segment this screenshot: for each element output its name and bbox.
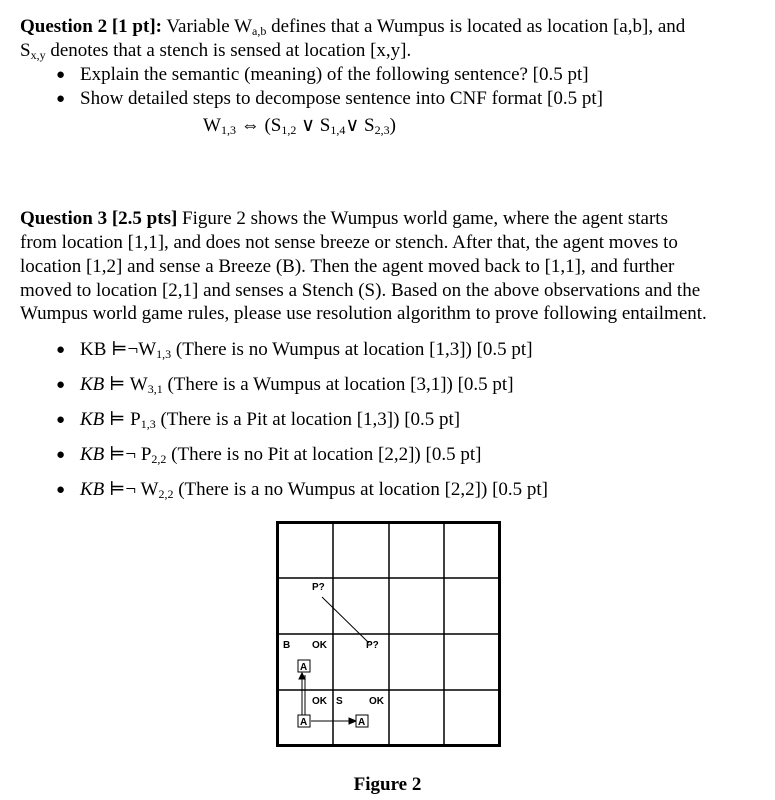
figure-caption: Figure 2 xyxy=(353,774,422,795)
wumpus-grid-figure xyxy=(276,521,501,747)
q2-bullet-1: Explain the semantic (meaning) of the following sentence? [0.5 pt] xyxy=(80,64,589,85)
stench-label: S xyxy=(336,696,343,707)
q3-text: Figure 2 shows the Wumpus world game, where the agent starts xyxy=(177,208,668,229)
q3-line-5: Wumpus world game rules, please use resolution algorithm to prove following entailment. xyxy=(20,303,707,324)
bullet-icon: ● xyxy=(56,91,66,107)
q2-line-1 xyxy=(20,15,685,38)
bullet-icon: ● xyxy=(56,342,66,358)
bullet-icon: ● xyxy=(56,447,66,463)
q3-line-2: from location [1,1], and does not sense breeze or stench. After that, the agent moves to xyxy=(20,232,678,253)
agent-label-3: A xyxy=(358,717,366,728)
q3-item-2: KB ⊨ $W_{3,1}$ (There is a Wumpus at location [3,1]) [0.5 pt] xyxy=(80,374,514,396)
q2-heading: Question 2 [1 pt]: xyxy=(20,16,162,37)
ok-label-2: OK xyxy=(312,696,327,707)
q3-line-4: moved to location [2,1] and senses a Stench (S). Based on the above observations and the xyxy=(20,280,701,301)
bullet-icon: ● xyxy=(56,412,66,428)
q2-text: S xyxy=(20,40,31,61)
q2-bullet-2: Show detailed steps to decompose sentence into CNF format [0.5 pt] xyxy=(80,88,603,109)
pit-label-2: P? xyxy=(366,640,379,651)
pit-label-1: P? xyxy=(312,582,325,593)
bullet-icon: ● xyxy=(56,482,66,498)
ok-label-3: OK xyxy=(369,696,384,707)
breeze-label: B xyxy=(283,640,291,651)
q3-item-5: KB ⊨¬ $W_{2,2}$ (There is a no Wumpus at location [2,2]) [0.5 pt] xyxy=(80,479,549,501)
q2-formula: $W_{1,3}$ ⇔ ($S_{1,2}$ ∨ $S_{1,4}\vee$ $S_{2,3}$) xyxy=(203,115,396,137)
q2-line-2 xyxy=(20,39,411,62)
q3-item-4: KB ⊨¬ $P_{2,2}$ (There is no Pit at location [2,2]) [0.5 pt] xyxy=(80,444,482,466)
q3-heading: Question 3 [2.5 pts] xyxy=(20,208,178,229)
q2-text: Variable W xyxy=(166,16,253,37)
q3-line-1 xyxy=(20,207,668,230)
q2-text: denotes that a stench is sensed at location [x,y]. xyxy=(45,40,412,61)
q2-sub: a,b xyxy=(252,24,267,38)
q2-sub: x,y xyxy=(30,48,46,62)
q3-item-3: KB ⊨ $P_{1,3}$ (There is a Pit at location [1,3]) [0.5 pt] xyxy=(80,409,461,431)
agent-label-2: A xyxy=(300,717,308,728)
bullet-icon: ● xyxy=(56,377,66,393)
q2-text: defines that a Wumpus is located as location [a,b], and xyxy=(266,16,686,37)
bullet-icon: ● xyxy=(56,67,66,83)
q3-item-1: KB $⊨\neg W_{1,3}$ (There is no Wumpus at location [1,3]) [0.5 pt] xyxy=(80,339,533,361)
ok-label-1: OK xyxy=(312,640,327,651)
agent-label-1: A xyxy=(300,662,308,673)
q3-line-3: location [1,2] and sense a Breeze (B). Then the agent moved back to [1,1], and further xyxy=(20,256,675,277)
